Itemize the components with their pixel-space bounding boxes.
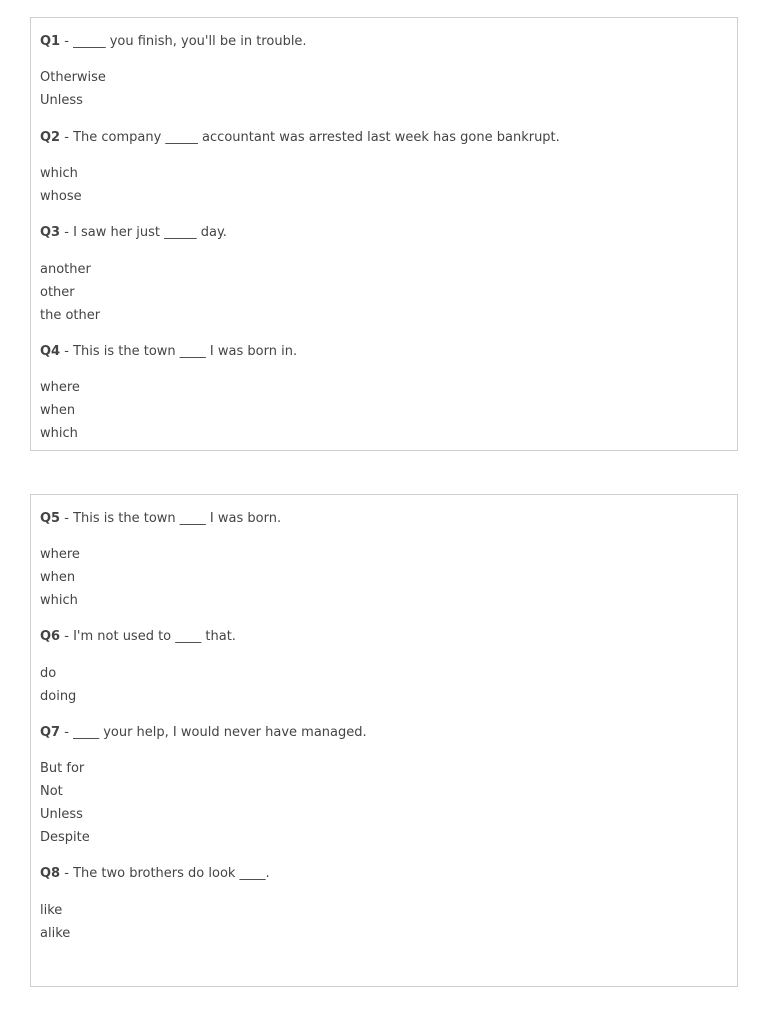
question-q4 (40, 344, 297, 360)
answer-option[interactable]: But for (40, 761, 85, 776)
question-q2 (40, 130, 560, 146)
question-q1 (40, 34, 307, 50)
answer-option[interactable]: alike (40, 926, 71, 941)
answer-option[interactable]: when (40, 570, 76, 585)
question-number: Q8 (40, 866, 61, 881)
question-text: - ____ your help, I would never have managed. (60, 725, 367, 740)
question-text: - The company _____ accountant was arrested last week has gone bankrupt. (60, 130, 560, 145)
question-text: - I saw her just _____ day. (60, 225, 227, 240)
question-text: - I'm not used to ____ that. (60, 629, 236, 644)
question-number: Q1 (40, 34, 61, 49)
answer-option[interactable]: the other (40, 308, 101, 323)
question-text: - This is the town ____ I was born in. (60, 344, 298, 359)
answer-option[interactable]: do (40, 666, 57, 681)
answer-option[interactable]: like (40, 903, 63, 918)
answer-option[interactable]: which (40, 166, 78, 181)
answer-option[interactable]: Unless (40, 807, 83, 822)
answer-option[interactable]: where (40, 547, 80, 562)
question-number: Q2 (40, 130, 61, 145)
answer-option[interactable]: Despite (40, 830, 90, 845)
question-text: - This is the town ____ I was born. (60, 511, 282, 526)
question-q7 (40, 725, 367, 741)
question-number: Q5 (40, 511, 61, 526)
answer-option[interactable]: where (40, 380, 80, 395)
answer-option[interactable]: whose (40, 189, 82, 204)
question-number: Q6 (40, 629, 61, 644)
answer-option[interactable]: Unless (40, 93, 83, 108)
question-q8 (40, 866, 270, 882)
answer-option[interactable]: doing (40, 689, 77, 704)
answer-option[interactable]: other (40, 285, 75, 300)
question-number: Q3 (40, 225, 61, 240)
answer-option[interactable]: Not (40, 784, 63, 799)
question-text: - The two brothers do look ____. (60, 866, 270, 881)
question-q3 (40, 225, 227, 241)
answer-option[interactable]: when (40, 403, 76, 418)
question-q6 (40, 629, 236, 645)
answer-option[interactable]: which (40, 426, 78, 441)
quiz-card-1 (30, 17, 738, 451)
question-q5 (40, 511, 281, 527)
question-text: - _____ you finish, you'll be in trouble. (60, 34, 307, 49)
quiz-card-2 (30, 494, 738, 987)
question-number: Q4 (40, 344, 61, 359)
answer-option[interactable]: Otherwise (40, 70, 106, 85)
answer-option[interactable]: another (40, 262, 91, 277)
question-number: Q7 (40, 725, 61, 740)
answer-option[interactable]: which (40, 593, 78, 608)
